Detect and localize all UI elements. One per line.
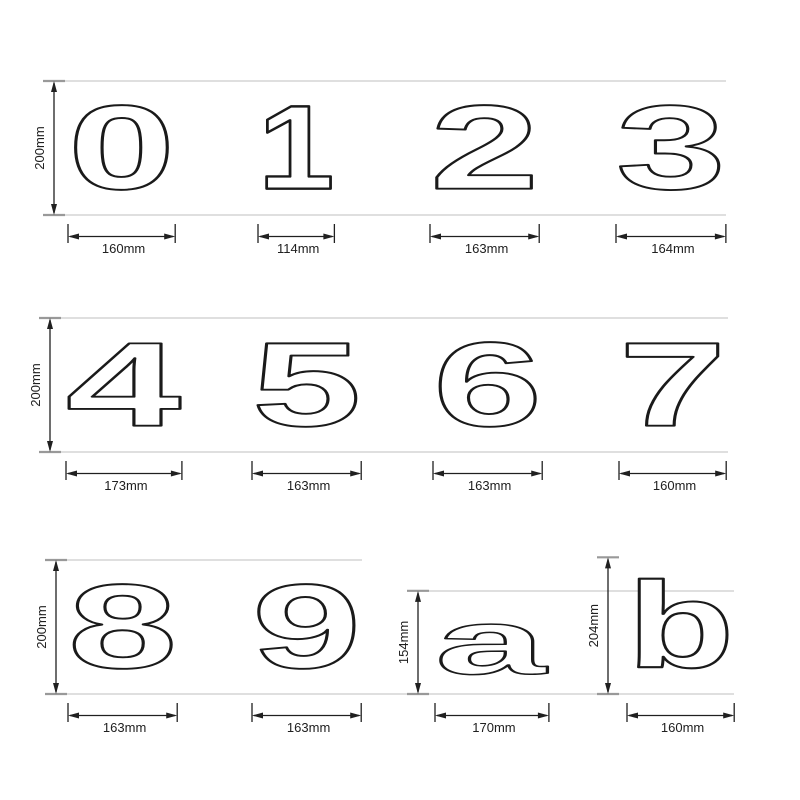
glyph-outline-8: 8 <box>68 560 178 694</box>
width-dimension-label: 163mm <box>464 241 509 256</box>
arrowhead-down-icon <box>51 204 57 215</box>
arrowhead-right-icon <box>715 234 726 240</box>
arrowhead-right-icon <box>350 713 361 719</box>
width-dimension-label: 114mm <box>276 241 320 256</box>
arrowhead-up-icon <box>415 591 421 602</box>
arrowhead-right-icon <box>350 471 361 477</box>
arrowhead-left-icon <box>435 713 446 719</box>
glyph-outline-6: 6 <box>433 318 543 452</box>
height-dimension-label: 200mm <box>28 363 43 407</box>
width-dimension-label: 163mm <box>102 720 147 735</box>
height-dimension-label: 200mm <box>34 605 49 649</box>
width-dimension-label: 170mm <box>472 720 516 735</box>
width-dimension-label: 160mm <box>101 241 146 256</box>
arrowhead-left-icon <box>627 713 638 719</box>
glyph-outline-2: 2 <box>430 81 540 215</box>
arrowhead-down-icon <box>53 683 59 694</box>
width-dimension-label: 163mm <box>286 720 331 735</box>
arrowhead-right-icon <box>164 234 175 240</box>
arrowhead-up-icon <box>47 318 53 329</box>
arrowhead-right-icon <box>715 471 726 477</box>
arrowhead-up-icon <box>53 560 59 571</box>
arrowhead-left-icon <box>616 234 627 240</box>
glyph-outline-b: b <box>627 557 735 694</box>
width-dimension-label: 163mm <box>286 478 331 493</box>
arrowhead-down-icon <box>415 683 421 694</box>
arrowhead-right-icon <box>531 471 542 477</box>
glyph-outline-a: a <box>435 590 547 694</box>
arrowhead-left-icon <box>433 471 444 477</box>
arrowhead-left-icon <box>252 713 263 719</box>
height-dimension-label: 204mm <box>586 603 601 648</box>
arrowhead-left-icon <box>68 713 79 719</box>
width-dimension-label: 163mm <box>467 478 512 493</box>
arrowhead-right-icon <box>538 713 549 719</box>
arrowhead-right-icon <box>323 234 334 240</box>
glyph-outline-1: 1 <box>258 80 335 215</box>
glyph-outline-9: 9 <box>252 560 362 694</box>
glyph-outline-5: 5 <box>252 318 362 452</box>
arrowhead-left-icon <box>258 234 269 240</box>
width-dimension-label: 160mm <box>660 720 705 735</box>
arrowhead-left-icon <box>619 471 630 477</box>
height-dimension-label: 200mm <box>32 126 47 170</box>
glyph-outline-7: 7 <box>619 317 727 452</box>
arrowhead-down-icon <box>605 683 611 694</box>
height-dimension-label: 154mm <box>396 620 411 665</box>
arrowhead-right-icon <box>723 713 734 719</box>
arrowhead-up-icon <box>51 81 57 92</box>
glyph-outline-0: 0 <box>68 80 176 215</box>
arrowhead-right-icon <box>528 234 539 240</box>
width-dimension-label: 164mm <box>651 241 695 256</box>
glyph-outline-4: 4 <box>66 317 182 452</box>
arrowhead-down-icon <box>47 441 53 452</box>
arrowhead-right-icon <box>166 713 177 719</box>
width-dimension-label: 173mm <box>104 478 148 493</box>
arrowhead-left-icon <box>430 234 441 240</box>
glyph-outline-3: 3 <box>616 80 726 215</box>
arrowhead-left-icon <box>252 471 263 477</box>
arrowhead-left-icon <box>66 471 77 477</box>
arrowhead-left-icon <box>68 234 79 240</box>
arrowhead-up-icon <box>605 557 611 568</box>
width-dimension-label: 160mm <box>652 478 697 493</box>
arrowhead-right-icon <box>171 471 182 477</box>
